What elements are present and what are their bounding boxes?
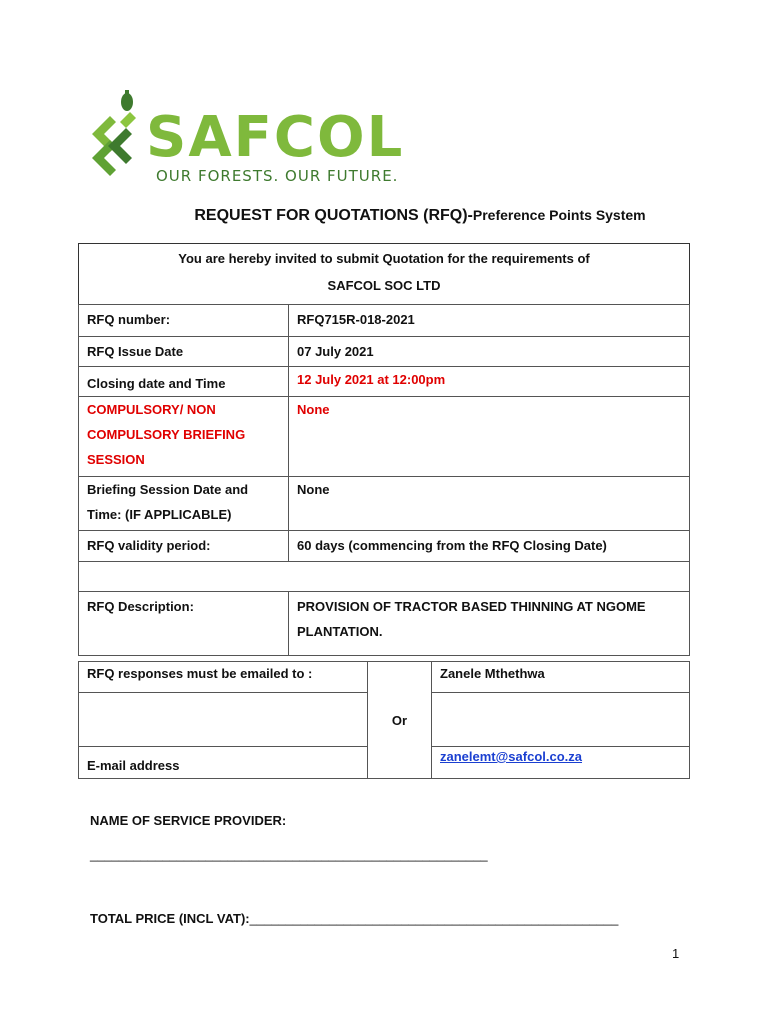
title-main: REQUEST FOR QUOTATIONS (RFQ)- [194,207,473,224]
contact-blank-right [432,693,690,747]
contact-table [78,661,690,779]
emailed-to-label: RFQ responses must be emailed to : [79,662,368,693]
briefing-label-3: SESSION [87,452,145,467]
leaf-chevrons-icon [92,112,136,176]
description-value [289,592,690,656]
row-rfq-number [79,305,690,337]
total-price-line: ___________________________________________________ [249,911,619,926]
logo-wordmark: SAFCOL [146,105,405,170]
contact-blank-left [79,693,368,747]
pinecone-icon [121,90,133,111]
description-value-2: PLANTATION. [297,624,383,639]
row-briefing-date [79,477,690,531]
briefing-value: None [289,397,690,477]
email-link[interactable]: zanelemt@safcol.co.za [440,749,583,764]
issue-date-value: 07 July 2021 [289,337,690,367]
title-sub: Preference Points System [472,207,646,223]
row-validity [79,531,690,562]
validity-label: RFQ validity period: [79,531,289,562]
email-label: E-mail address [79,747,368,779]
or-label: Or [391,712,408,728]
intro-box [78,243,690,305]
row-description [79,592,690,656]
issue-date-label: RFQ Issue Date [79,337,289,367]
briefing-date-label-1: Briefing Session Date and [87,482,249,497]
briefing-date-label-2: Time: (IF APPLICABLE) [87,507,232,522]
description-label: RFQ Description: [79,592,289,656]
briefing-label-2: COMPULSORY BRIEFING [87,427,246,442]
safcol-logo [86,88,406,188]
briefing-date-label [79,477,289,531]
closing-value: 12 July 2021 at 12:00pm [289,367,690,397]
row-emailed-to [79,662,690,693]
row-closing [79,367,690,397]
service-provider-line: _______________________________________________________ [90,847,488,862]
rfq-number-label: RFQ number: [79,305,289,337]
closing-label: Closing date and Time [79,367,289,397]
page-title [0,207,770,225]
email-cell [432,747,690,779]
briefing-label-1: COMPULSORY/ NON [87,402,216,417]
intro-line-1: You are hereby invited to submit Quotation for the requirements of [178,251,590,266]
row-issue-date [79,337,690,367]
or-cell [368,662,432,779]
contact-name: Zanele Mthethwa [432,662,690,693]
total-price [90,911,618,926]
description-value-1: PROVISION OF TRACTOR BASED THINNING AT NGOME [297,599,646,614]
rfq-number-value: RFQ715R-018-2021 [289,305,690,337]
page-number: 1 [672,946,680,961]
total-price-label: TOTAL PRICE (INCL VAT): [90,911,250,926]
row-briefing [79,397,690,477]
logo-tagline: OUR FORESTS. OUR FUTURE. [156,167,399,185]
briefing-label [79,397,289,477]
intro-line-2: SAFCOL SOC LTD [327,278,441,293]
blank-cell [79,562,690,592]
service-provider-label: NAME OF SERVICE PROVIDER: [90,813,287,828]
validity-value: 60 days (commencing from the RFQ Closing Date) [289,531,690,562]
row-blank [79,562,690,592]
briefing-date-value: None [289,477,690,531]
rfq-details-table [78,304,690,656]
